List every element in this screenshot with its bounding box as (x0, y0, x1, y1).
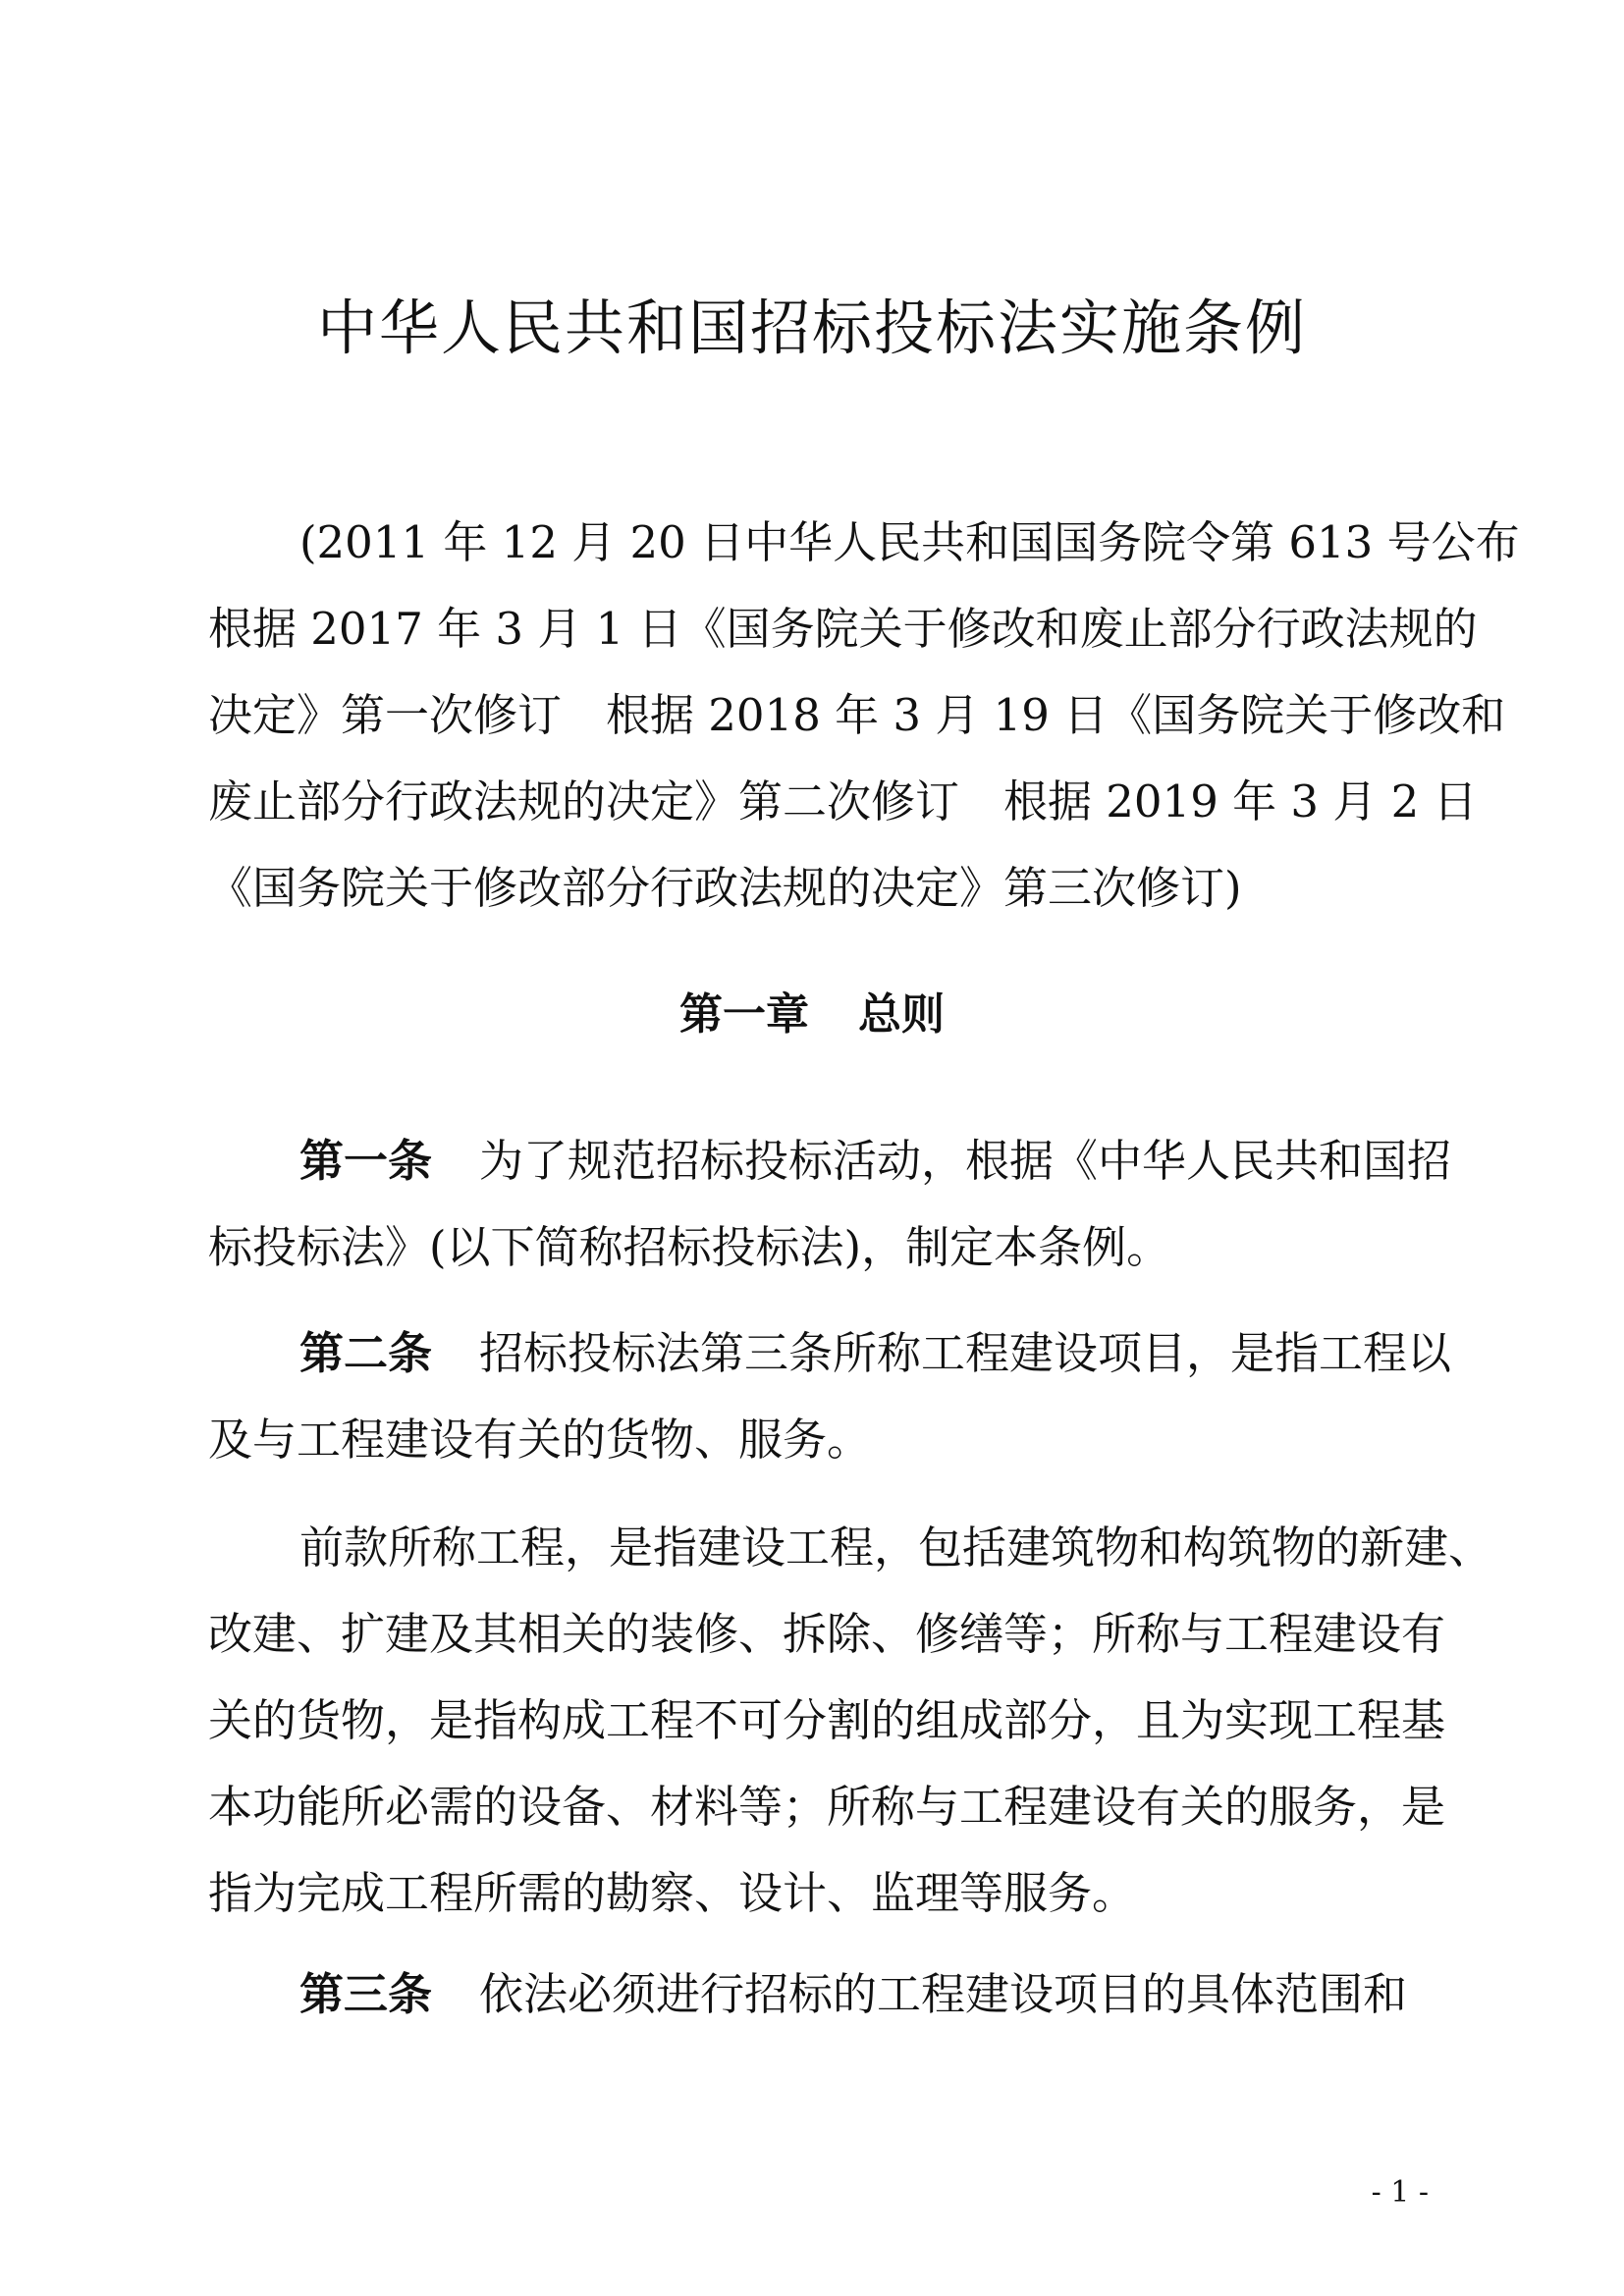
chapter-heading (0, 986, 1624, 1044)
article-2 (208, 1310, 1452, 1483)
document-title: 中华人民共和国招标投标法实施条例 (316, 294, 1307, 363)
preamble-line: 根据 2017 年 3 月 1 日《国务院关于修改和废止部分行政法规的 (208, 603, 1478, 655)
article-3 (208, 1951, 1424, 2038)
article-label: 第一条 (299, 1135, 433, 1187)
article-text-line: 招标投标法第三条所称工程建设项目，是指工程以 (479, 1327, 1452, 1379)
article-text-line: 及与工程建设有关的货物、服务。 (208, 1414, 872, 1466)
preamble (208, 500, 1520, 932)
preamble-line: (2011 年 12 月 20 日中华人民共和国国务院令第 613 号公布 (299, 516, 1520, 568)
article-text-line: 依法必须进行招标的工程建设项目的具体范围和 (479, 1968, 1408, 2020)
article-text-line: 前款所称工程，是指建设工程，包括建筑物和构筑物的新建、 (299, 1522, 1493, 1574)
article-text-line: 改建、扩建及其相关的装修、拆除、修缮等；所称与工程建设有 (208, 1608, 1446, 1660)
chapter-name: 总则 (858, 989, 945, 1040)
article-text-line: 本功能所必需的设备、材料等；所称与工程建设有关的服务，是 (208, 1781, 1446, 1833)
chapter-number: 第一章 (679, 989, 809, 1040)
preamble-line: 决定》第一次修订 根据 2018 年 3 月 19 日《国务院关于修改和 (208, 689, 1506, 741)
article-label: 第三条 (299, 1968, 433, 2020)
article-label: 第二条 (299, 1327, 433, 1379)
article-1 (208, 1118, 1452, 1291)
article-text-line: 标投标法》(以下简称招标投标法)，制定本条例。 (208, 1221, 1171, 1273)
page-number: - 1 - (1371, 2175, 1429, 2210)
preamble-line: 《国务院关于修改部分行政法规的决定》第三次修订) (208, 862, 1242, 914)
preamble-line: 废止部分行政法规的决定》第二次修订 根据 2019 年 3 月 2 日 (208, 775, 1478, 828)
article-2-paragraph-2 (208, 1505, 1493, 1937)
article-text-line: 指为完成工程所需的勘察、设计、监理等服务。 (208, 1867, 1137, 1919)
article-text-line: 为了规范招标投标活动，根据《中华人民共和国招 (479, 1135, 1452, 1187)
article-text-line: 关的货物，是指构成工程不可分割的组成部分，且为实现工程基 (208, 1694, 1446, 1746)
